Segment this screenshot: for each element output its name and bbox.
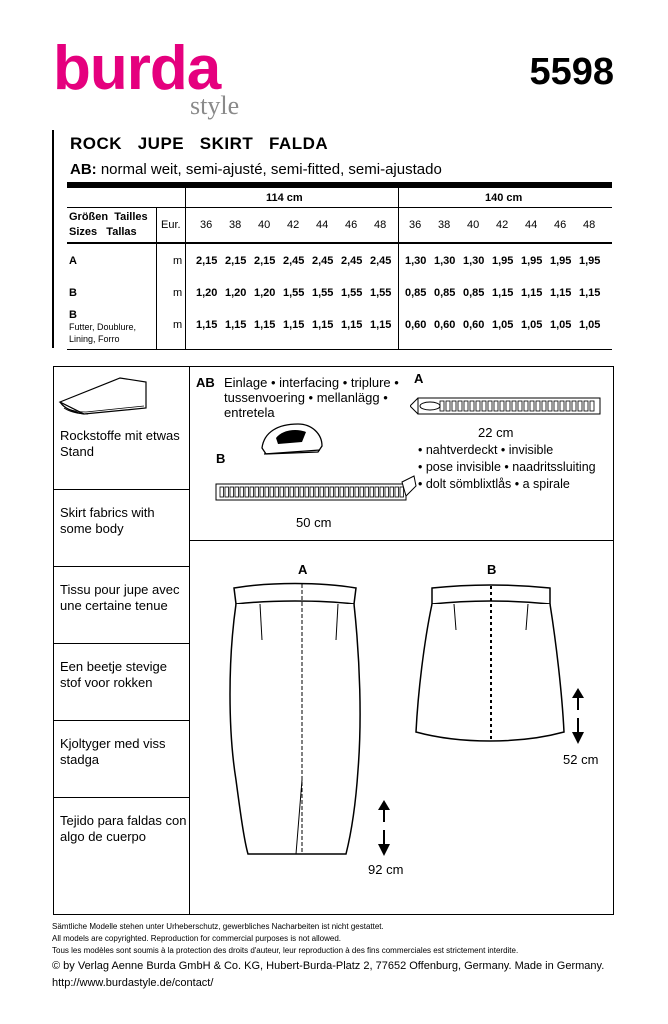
fabric-recommendation: Tejido para faldas con algo de cuerpo (60, 813, 187, 844)
table-cell: 2,45 (312, 255, 334, 267)
width-114-header: 114 cm (266, 192, 303, 204)
table-cell: 1,95 (521, 255, 543, 267)
table-cell: 1,55 (341, 287, 363, 299)
zip-a-type-1: • nahtverdeckt • invisible (418, 443, 554, 457)
table-cell: 1,30 (463, 255, 485, 267)
table-cell: 2,45 (370, 255, 392, 267)
table-cell: 1,15 (492, 287, 514, 299)
panel-divider (189, 540, 614, 541)
view-a-label: A (298, 562, 308, 577)
view-a-length: 92 cm (368, 862, 404, 877)
fabric-separator (53, 566, 189, 567)
size-label-2: Sizes Tallas (69, 226, 137, 238)
fabric-separator (53, 643, 189, 644)
table-rule (67, 349, 612, 350)
table-cell: 1,55 (283, 287, 305, 299)
size-label-1: Größen Tailles (69, 211, 148, 223)
size-header: 36 (409, 219, 422, 231)
table-cell: 1,05 (492, 319, 514, 331)
size-header: 46 (345, 219, 358, 231)
size-header: 44 (316, 219, 329, 231)
length-a-arrow-icon (374, 798, 394, 858)
table-divider (185, 188, 186, 350)
brand-logo-sub: style (190, 91, 240, 120)
zip-a-length: 22 cm (478, 425, 514, 440)
table-divider (398, 188, 399, 350)
row-unit: m (173, 255, 183, 267)
size-header: 48 (583, 219, 596, 231)
fabric-recommendation: Skirt fabrics with some body (60, 505, 155, 536)
table-cell: 0,85 (463, 287, 485, 299)
interfacing-text-3: entretela (224, 405, 275, 420)
zip-b-length: 50 cm (296, 515, 332, 530)
table-cell: 1,95 (579, 255, 601, 267)
table-cell: 0,60 (434, 319, 456, 331)
row-label: B (69, 309, 77, 321)
table-divider (156, 207, 157, 349)
table-cell: 1,15 (312, 319, 334, 331)
footer-copyright-de: Sämtliche Modelle stehen unter Urheberschutz, gewerbliches Nacharbeiten ist nicht gestattet. (52, 922, 384, 931)
size-header: 38 (438, 219, 451, 231)
size-header: 42 (496, 219, 509, 231)
table-cell: 0,85 (434, 287, 456, 299)
size-header: 40 (258, 219, 271, 231)
footer-copyright-fr: Tous les modèles sont soumis à la protection des droits d'auteur, leur reproduction à des fins commerciales est strictement interdite. (52, 946, 519, 955)
table-rule (67, 207, 612, 208)
table-cell: 2,15 (225, 255, 247, 267)
page-title: ROCK JUPE SKIRT FALDA (70, 134, 329, 153)
size-header: 38 (229, 219, 242, 231)
size-header: 44 (525, 219, 538, 231)
table-cell: 1,30 (434, 255, 456, 267)
fabric-recommendation: Een beetje stevige stof voor rokken (60, 659, 167, 690)
table-cell: 1,15 (196, 319, 218, 331)
width-140-header: 140 cm (485, 192, 523, 204)
skirt-a-illustration (220, 580, 370, 860)
table-cell: 0,60 (463, 319, 485, 331)
zip-a-label: A (414, 371, 424, 386)
interfacing-text-2: tussenvoering • mellanlägg • (224, 390, 388, 405)
fabric-recommendation: Tissu pour jupe avec une certaine tenue (60, 582, 180, 613)
table-cell: 1,15 (370, 319, 392, 331)
notions-ab-label: AB (196, 375, 215, 390)
table-cell: 1,15 (579, 287, 601, 299)
table-cell: 1,15 (283, 319, 305, 331)
footer-publisher: © by Verlag Aenne Burda GmbH & Co. KG, Hubert-Burda-Platz 2, 77652 Offenburg, Germany. Made in Germany. (52, 960, 605, 972)
row-label: B (69, 287, 77, 299)
view-b-label: B (487, 562, 497, 577)
footer-copyright-en: All models are copyrighted. Reproduction for commercial purposes is not allowed. (52, 934, 342, 943)
table-cell: 1,15 (341, 319, 363, 331)
row-unit: m (173, 319, 183, 331)
subtitle-prefix: AB: (70, 161, 97, 178)
table-cell: 1,15 (521, 287, 543, 299)
table-cell: 0,85 (405, 287, 427, 299)
pattern-number: 5598 (529, 51, 614, 93)
fabric-recommendation: Kjoltyger med viss stadga (60, 736, 166, 767)
table-cell: 1,95 (550, 255, 572, 267)
length-b-arrow-icon (568, 686, 588, 746)
footer-link[interactable]: http://www.burdastyle.de/contact/ (52, 977, 214, 989)
skirt-b-illustration (410, 582, 570, 747)
table-cell: 1,05 (521, 319, 543, 331)
fabric-separator (53, 489, 189, 490)
table-cell: 1,15 (550, 287, 572, 299)
table-cell: 2,15 (196, 255, 218, 267)
table-rule (67, 242, 612, 244)
table-cell: 1,30 (405, 255, 427, 267)
fabric-recommendation: Rockstoffe mit etwas Stand (60, 428, 180, 459)
table-cell: 2,15 (254, 255, 276, 267)
fabric-swatch-illustration (58, 372, 150, 420)
size-header: 48 (374, 219, 387, 231)
row-unit: m (173, 287, 183, 299)
size-header: 40 (467, 219, 480, 231)
row-sublabel: Futter, Doublure, Lining, Forro (69, 322, 137, 344)
table-cell: 2,45 (283, 255, 305, 267)
page-subtitle (70, 161, 442, 178)
interfacing-text-1: Einlage • interfacing • triplure • (224, 375, 399, 390)
yardage-table (67, 188, 612, 350)
view-b-length: 52 cm (563, 752, 599, 767)
table-cell: 1,15 (225, 319, 247, 331)
iron-icon (258, 418, 328, 458)
table-cell: 1,55 (370, 287, 392, 299)
zip-b-label: B (216, 451, 226, 466)
table-cell: 1,95 (492, 255, 514, 267)
table-cell: 1,20 (254, 287, 276, 299)
size-header: 42 (287, 219, 300, 231)
table-cell: 1,20 (196, 287, 218, 299)
eur-label: Eur. (161, 219, 181, 231)
table-cell: 2,45 (341, 255, 363, 267)
table-cell: 1,15 (254, 319, 276, 331)
brand-logo: burda (53, 34, 221, 103)
size-header: 36 (200, 219, 213, 231)
table-cell: 1,20 (225, 287, 247, 299)
row-label: A (69, 255, 77, 267)
table-cell: 1,05 (550, 319, 572, 331)
zipper-b-illustration (210, 474, 420, 510)
zipper-a-illustration (410, 392, 606, 420)
size-header: 46 (554, 219, 567, 231)
fabric-separator (53, 797, 189, 798)
subtitle-text: normal weit, semi-ajusté, semi-fitted, semi-ajustado (96, 161, 442, 178)
zip-a-type-3: • dolt sömblixtlås • a spirale (418, 477, 570, 491)
fabric-separator (53, 720, 189, 721)
table-cell: 1,05 (579, 319, 601, 331)
table-cell: 1,55 (312, 287, 334, 299)
table-cell: 0,60 (405, 319, 427, 331)
header-bar (52, 130, 54, 348)
zip-a-type-2: • pose invisible • naadritssluiting (418, 460, 596, 474)
